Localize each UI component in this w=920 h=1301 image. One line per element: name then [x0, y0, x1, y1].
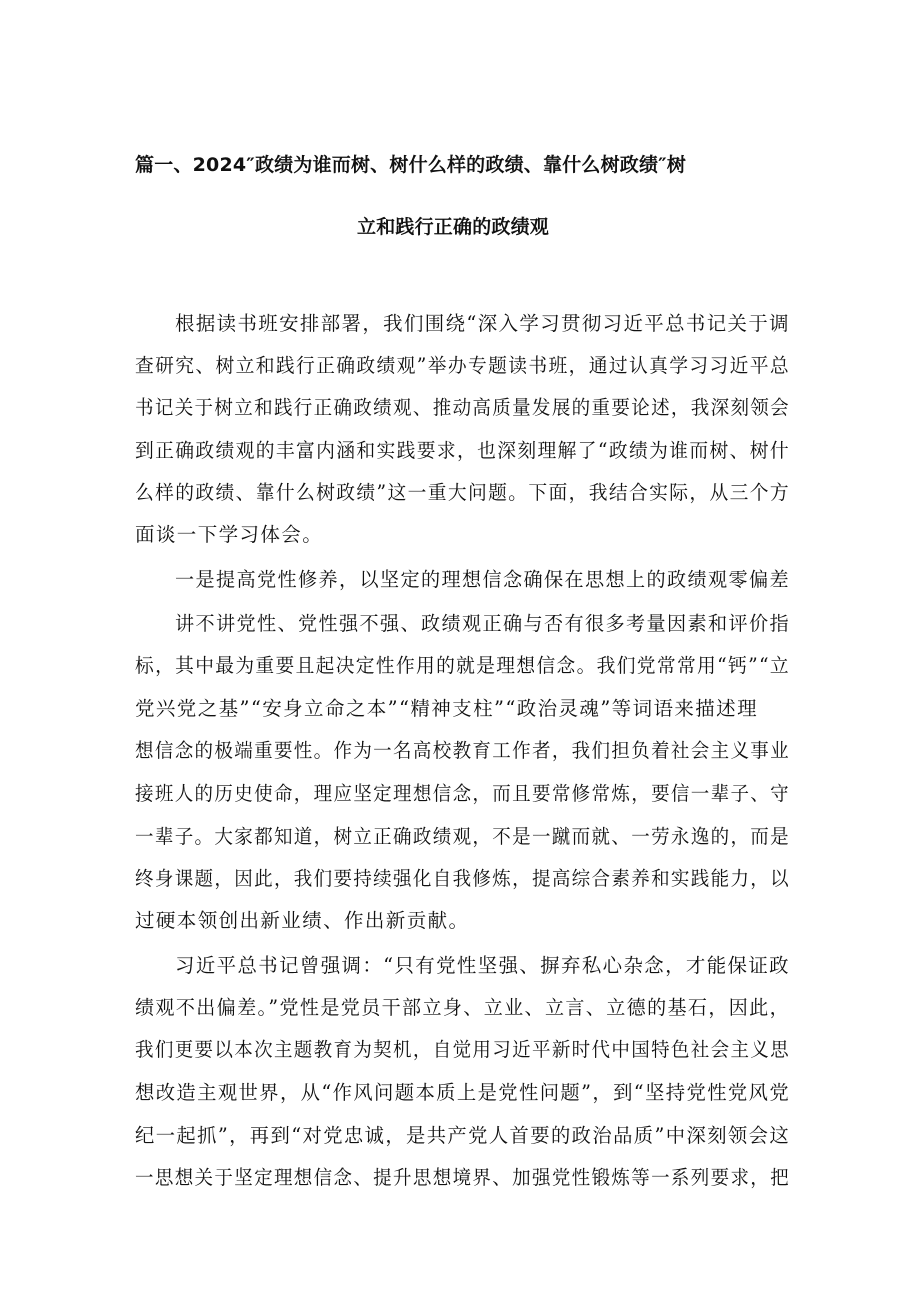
- body-line: 想改造主观世界，从“作风问题本质上是党性问题”，到“坚持党性党风党: [135, 1081, 791, 1104]
- body-line: 绩观不出偏差。”党性是党员干部立身、立业、立言、立德的基石，因此，: [135, 996, 791, 1019]
- body-line: 想信念的极端重要性。作为一名高校教育工作者，我们担负着社会主义事业: [135, 739, 791, 762]
- body-line: 我们更要以本次主题教育为契机，自觉用习近平新时代中国特色社会主义思: [135, 1038, 791, 1061]
- section-heading: 一是提高党性修养，以坚定的理想信念确保在思想上的政绩观零偏差: [175, 568, 790, 591]
- body-line: 一思想关于坚定理想信念、提升思想境界、加强党性锻炼等一系列要求，把: [135, 1166, 791, 1189]
- body-line: 终身课题，因此，我们要持续强化自我修炼，提高综合素养和实践能力，以: [135, 867, 791, 890]
- body-line: 书记关于树立和践行正确政绩观、推动高质量发展的重要论述，我深刻领会: [135, 396, 791, 419]
- body-line: 讲不讲党性、党性强不强、政绩观正确与否有很多考量因素和评价指: [175, 612, 790, 635]
- body-line: 么样的政绩、靠什么树政绩”这一重大问题。下面，我结合实际，从三个方: [135, 481, 791, 504]
- body-line: 一辈子。大家都知道，树立正确政绩观，不是一蹴而就、一劳永逸的，而是: [135, 825, 791, 848]
- body-line: 标，其中最为重要且起决定性作用的就是理想信念。我们党常常用“钙”“立: [135, 654, 791, 677]
- body-line: 根据读书班安排部署，我们围绕“深入学习贯彻习近平总书记关于调: [175, 312, 791, 335]
- document-title-line-1: 篇一、2024″政绩为谁而树、树什么样的政绩、靠什么树政绩″树: [135, 154, 687, 176]
- body-line: 习近平总书记曾强调：“只有党性坚强、摒弃私心杂念，才能保证政: [175, 954, 791, 977]
- body-line: 查研究、树立和践行正确政绩观”举办专题读书班，通过认真学习习近平总: [135, 354, 791, 377]
- document-title-line-2: 立和践行正确的政绩观: [357, 216, 550, 238]
- body-line: 接班人的历史使命，理应坚定理想信念，而且要常修常炼，要信一辈子、守: [135, 782, 791, 805]
- body-line: 党兴党之基”“安身立命之本”“精神支柱”“政治灵魂”等词语来描述理: [135, 697, 758, 720]
- body-line: 纪一起抓”，再到“对党忠诚，是共产党人首要的政治品质”中深刻领会这: [135, 1124, 791, 1147]
- body-line: 到正确政绩观的丰富内涵和实践要求，也深刻理解了“政绩为谁而树、树什: [135, 439, 791, 462]
- body-line: 面谈一下学习体会。: [135, 523, 324, 546]
- body-line: 过硬本领创出新业绩、作出新贡献。: [135, 909, 470, 932]
